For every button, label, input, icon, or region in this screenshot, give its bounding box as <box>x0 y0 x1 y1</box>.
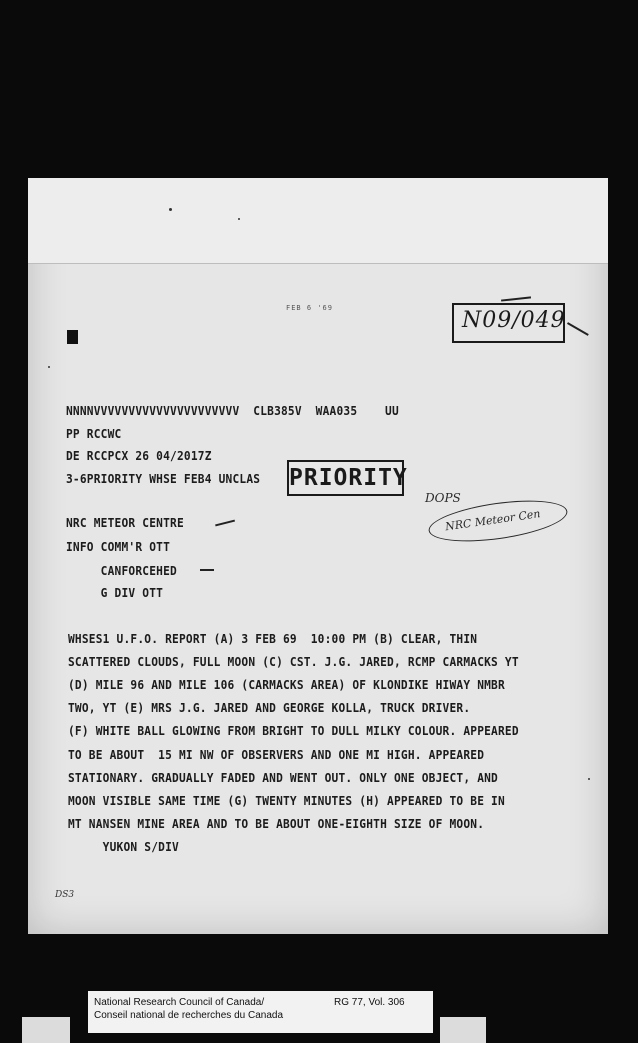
body-line: TWO, YT (E) MRS J.G. JARED AND GEORGE KOLLA, TRUCK DRIVER. <box>68 701 471 716</box>
paper-speck <box>48 366 50 368</box>
film-edge-block <box>22 1017 70 1043</box>
address-line: NRC METEOR CENTRE <box>66 516 184 531</box>
address-line: INFO COMM'R OTT <box>66 540 171 555</box>
handwritten-dash <box>215 520 235 526</box>
handwritten-note: DOPS <box>425 491 461 505</box>
body-line: STATIONARY. GRADUALLY FADED AND WENT OUT. ONLY ONE OBJECT, AND <box>68 771 498 786</box>
archive-caption <box>88 991 433 1033</box>
priority-stamp: PRIORITY <box>287 460 404 496</box>
document-page <box>28 178 608 934</box>
file-number: N09/049 <box>462 308 566 333</box>
header-line: PP RCCWC <box>66 427 122 442</box>
body-line: MT NANSEN MINE AREA AND TO BE ABOUT ONE-EIGHTH SIZE OF MOON. <box>68 817 485 832</box>
archive-reference: RG 77, Vol. 306 <box>334 997 405 1008</box>
caption-line-2: Conseil national de recherches du Canada <box>94 1010 284 1021</box>
body-line: MOON VISIBLE SAME TIME (G) TWENTY MINUTES (H) APPEARED TO BE IN <box>68 794 505 809</box>
body-line: WHSES1 U.F.O. REPORT (A) 3 FEB 69 10:00 PM (B) CLEAR, THIN <box>68 632 478 647</box>
film-edge-block <box>440 1017 486 1043</box>
header-line: NNNNVVVVVVVVVVVVVVVVVVVVV CLB385V WAA035 UU <box>66 404 399 419</box>
address-line: CANFORCEHED <box>66 564 177 579</box>
handwritten-oval-text: NRC Meteor Cen <box>444 507 542 534</box>
handwritten-stroke <box>567 322 589 335</box>
initials: DS3 <box>55 890 75 900</box>
handwritten-stroke <box>501 296 531 301</box>
body-line: (F) WHITE BALL GLOWING FROM BRIGHT TO DULL MILKY COLOUR. APPEARED <box>68 724 519 739</box>
body-line: (D) MILE 96 AND MILE 106 (CARMACKS AREA) OF KLONDIKE HIWAY NMBR <box>68 678 505 693</box>
address-line: G DIV OTT <box>66 586 164 601</box>
handwritten-dash <box>200 569 214 571</box>
header-line: DE RCCPCX 26 04/2017Z <box>66 449 212 464</box>
date-stamp: FEB 6 '69 <box>286 304 333 312</box>
file-number-box <box>452 303 565 343</box>
paper-speck <box>238 218 240 220</box>
paper-speck <box>588 778 590 780</box>
body-line: YUKON S/DIV <box>68 840 179 855</box>
page-top-band <box>28 178 608 264</box>
paper-speck <box>169 208 172 211</box>
body-line: SCATTERED CLOUDS, FULL MOON (C) CST. J.G. JARED, RCMP CARMACKS YT <box>68 655 519 670</box>
body-line: TO BE ABOUT 15 MI NW OF OBSERVERS AND ONE MI HIGH. APPEARED <box>68 748 485 763</box>
caption-line-1: National Research Council of Canada/ <box>94 997 265 1008</box>
punch-mark <box>67 330 78 344</box>
header-line: 3-6PRIORITY WHSE FEB4 UNCLAS <box>66 472 261 487</box>
